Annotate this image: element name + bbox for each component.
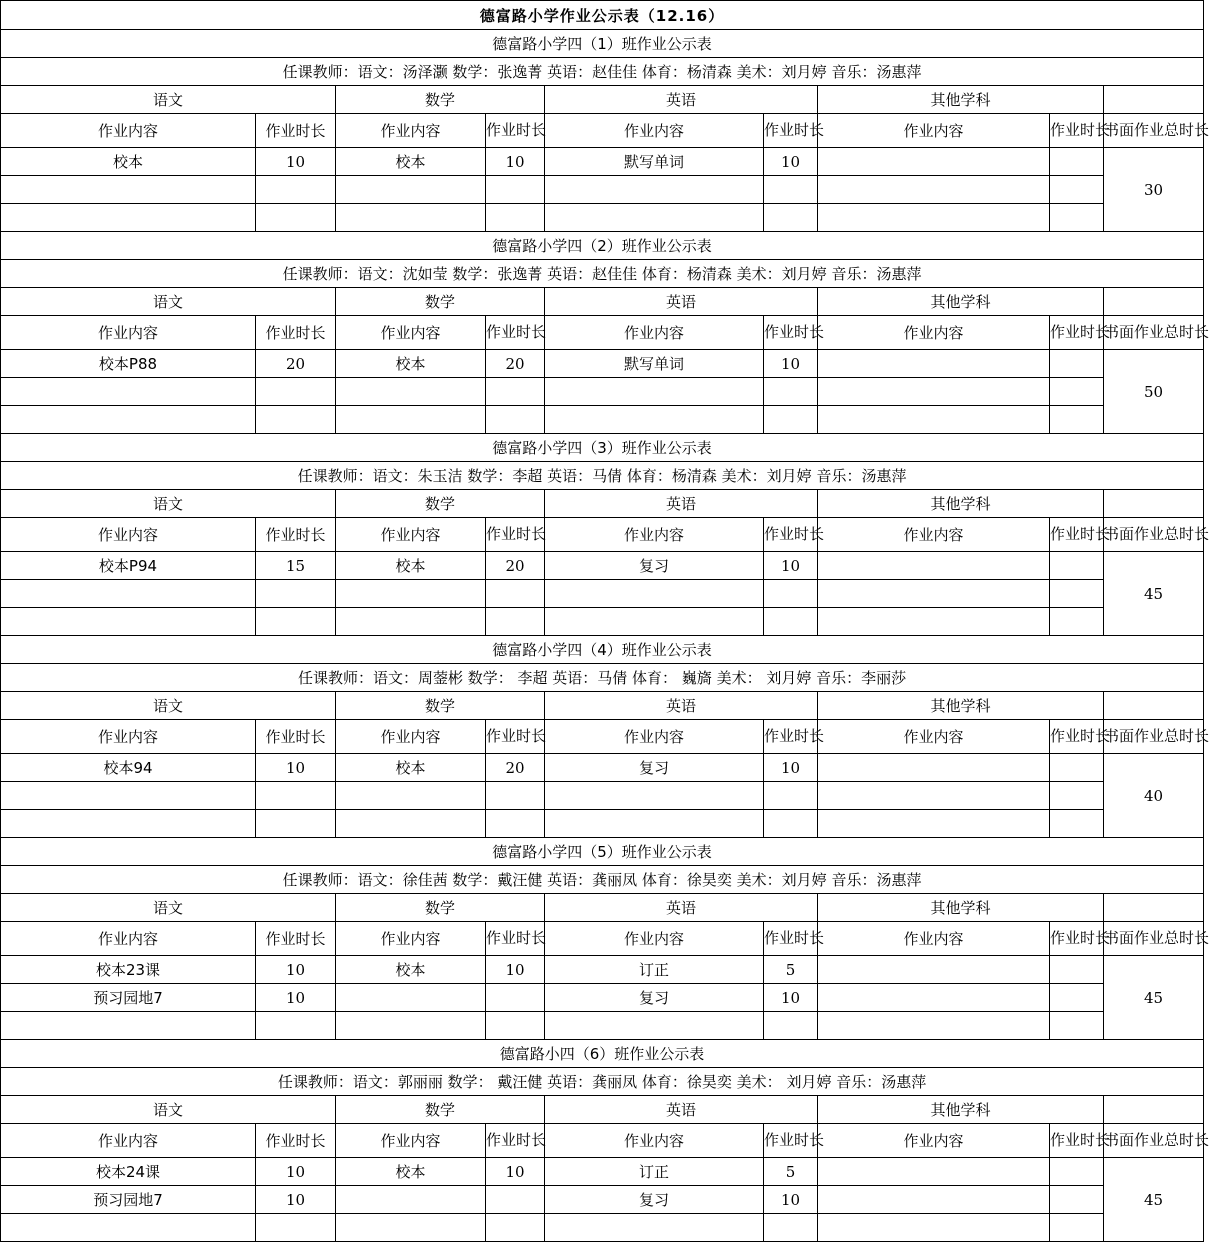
yingyu-content-cell [545, 406, 764, 434]
subject-other: 其他学科 [818, 490, 1104, 518]
shuxue-content-cell: 校本 [336, 754, 486, 782]
yingyu-duration-cell [764, 1214, 818, 1242]
class-title: 德富路小学四（2）班作业公示表 [1, 232, 1204, 260]
table-row [1, 754, 1204, 782]
yuwen-duration-cell: 10 [256, 148, 336, 176]
other-content-cell [818, 754, 1050, 782]
other-duration-cell [1050, 148, 1104, 176]
yuwen-duration-cell: 10 [256, 984, 336, 1012]
yingyu-content-header: 作业内容 [545, 720, 764, 754]
yingyu-content-header: 作业内容 [545, 114, 764, 148]
yingyu-content-cell: 复习 [545, 552, 764, 580]
total-duration-cell: 30 [1104, 148, 1204, 232]
class-title-row [1, 232, 1204, 260]
yingyu-duration-cell: 5 [764, 956, 818, 984]
shuxue-content-cell: 校本 [336, 148, 486, 176]
yingyu-content-cell: 复习 [545, 754, 764, 782]
shuxue-content-header: 作业内容 [336, 114, 486, 148]
yingyu-content-cell [545, 608, 764, 636]
other-duration-header: 作业时长 [1050, 114, 1104, 148]
yingyu-duration-cell: 10 [764, 1186, 818, 1214]
yingyu-content-cell [545, 176, 764, 204]
shuxue-content-cell [336, 1214, 486, 1242]
teacher-list: 任课教师：语文：郭丽丽 数学： 戴汪健 英语：龚丽凤 体育：徐昊奕 美术： 刘月婷 音乐：汤惠萍 [1, 1068, 1204, 1096]
shuxue-duration-header: 作业时长 [486, 1124, 545, 1158]
table-row [1, 406, 1204, 434]
shuxue-content-cell [336, 1186, 486, 1214]
total-duration-header: 书面作业总时长 [1104, 1124, 1204, 1158]
yuwen-duration-cell [256, 1214, 336, 1242]
teacher-list: 任课教师：语文：徐佳茜 数学：戴汪健 英语：龚丽凤 体育：徐昊奕 美术：刘月婷 音乐：汤惠萍 [1, 866, 1204, 894]
shuxue-duration-header: 作业时长 [486, 114, 545, 148]
teacher-row [1, 462, 1204, 490]
total-duration-header: 书面作业总时长 [1104, 922, 1204, 956]
other-duration-cell [1050, 580, 1104, 608]
yingyu-duration-cell [764, 406, 818, 434]
yuwen-content-cell [1, 810, 256, 838]
yingyu-content-cell: 默写单词 [545, 148, 764, 176]
yingyu-duration-header: 作业时长 [764, 518, 818, 552]
table-row [1, 810, 1204, 838]
yingyu-duration-cell [764, 1012, 818, 1040]
shuxue-content-cell [336, 204, 486, 232]
other-content-header: 作业内容 [818, 1124, 1050, 1158]
other-content-cell [818, 956, 1050, 984]
teacher-row [1, 866, 1204, 894]
table-row [1, 350, 1204, 378]
table-row [1, 148, 1204, 176]
subject-header-row [1, 1096, 1204, 1124]
yingyu-content-cell [545, 810, 764, 838]
shuxue-content-header: 作业内容 [336, 518, 486, 552]
subject-header-row [1, 288, 1204, 316]
yuwen-duration-cell: 10 [256, 1158, 336, 1186]
shuxue-content-cell: 校本 [336, 1158, 486, 1186]
yuwen-content-header: 作业内容 [1, 1124, 256, 1158]
other-content-cell [818, 608, 1050, 636]
subject-shuxue: 数学 [336, 1096, 545, 1124]
shuxue-duration-header: 作业时长 [486, 720, 545, 754]
class-title: 德富路小四（6）班作业公示表 [1, 1040, 1204, 1068]
yuwen-duration-header: 作业时长 [256, 922, 336, 956]
subject-yingyu: 英语 [545, 490, 818, 518]
subject-blank [1104, 1096, 1204, 1124]
subject-shuxue: 数学 [336, 288, 545, 316]
other-duration-cell [1050, 1214, 1104, 1242]
yingyu-duration-cell [764, 580, 818, 608]
class-title-row [1, 30, 1204, 58]
table-row [1, 1214, 1204, 1242]
shuxue-content-cell [336, 406, 486, 434]
subject-yingyu: 英语 [545, 894, 818, 922]
other-content-cell [818, 176, 1050, 204]
class-title-row [1, 838, 1204, 866]
yingyu-duration-cell: 5 [764, 1158, 818, 1186]
other-content-cell [818, 552, 1050, 580]
subject-shuxue: 数学 [336, 894, 545, 922]
class-title-row [1, 1040, 1204, 1068]
shuxue-duration-cell [486, 984, 545, 1012]
teacher-list: 任课教师：语文：朱玉洁 数学：李超 英语：马倩 体育：杨清森 美术：刘月婷 音乐：汤惠萍 [1, 462, 1204, 490]
yuwen-duration-cell [256, 204, 336, 232]
other-duration-cell [1050, 754, 1104, 782]
shuxue-content-cell [336, 782, 486, 810]
yuwen-duration-cell [256, 782, 336, 810]
other-duration-header: 作业时长 [1050, 720, 1104, 754]
shuxue-duration-header: 作业时长 [486, 316, 545, 350]
other-content-header: 作业内容 [818, 720, 1050, 754]
class-title: 德富路小学四（4）班作业公示表 [1, 636, 1204, 664]
total-duration-header: 书面作业总时长 [1104, 114, 1204, 148]
shuxue-duration-cell [486, 1214, 545, 1242]
yuwen-duration-header: 作业时长 [256, 720, 336, 754]
yingyu-duration-cell: 10 [764, 552, 818, 580]
other-duration-cell [1050, 204, 1104, 232]
yuwen-content-cell: 校本P88 [1, 350, 256, 378]
other-content-header: 作业内容 [818, 922, 1050, 956]
yingyu-content-cell [545, 1012, 764, 1040]
teacher-list: 任课教师：语文：周蓥彬 数学： 李超 英语：马倩 体育： 巍旖 美术： 刘月婷 音乐：李丽莎 [1, 664, 1204, 692]
class-title-row [1, 636, 1204, 664]
table-row [1, 1012, 1204, 1040]
other-duration-cell [1050, 956, 1104, 984]
other-duration-cell [1050, 176, 1104, 204]
yuwen-duration-header: 作业时长 [256, 316, 336, 350]
subject-shuxue: 数学 [336, 490, 545, 518]
column-header-row [1, 114, 1204, 148]
yingyu-duration-header: 作业时长 [764, 1124, 818, 1158]
shuxue-content-cell [336, 810, 486, 838]
table-row [1, 176, 1204, 204]
yingyu-duration-cell [764, 204, 818, 232]
subject-other: 其他学科 [818, 894, 1104, 922]
table-row [1, 552, 1204, 580]
shuxue-content-cell [336, 580, 486, 608]
subject-shuxue: 数学 [336, 692, 545, 720]
yuwen-content-header: 作业内容 [1, 720, 256, 754]
total-duration-cell: 50 [1104, 350, 1204, 434]
other-content-cell [818, 984, 1050, 1012]
yingyu-duration-header: 作业时长 [764, 922, 818, 956]
total-duration-header: 书面作业总时长 [1104, 518, 1204, 552]
other-duration-cell [1050, 1158, 1104, 1186]
class-title: 德富路小学四（1）班作业公示表 [1, 30, 1204, 58]
subject-yingyu: 英语 [545, 86, 818, 114]
table-row [1, 608, 1204, 636]
yuwen-content-header: 作业内容 [1, 114, 256, 148]
yuwen-duration-cell [256, 608, 336, 636]
subject-header-row [1, 490, 1204, 518]
other-duration-cell [1050, 984, 1104, 1012]
other-content-cell [818, 782, 1050, 810]
subject-header-row [1, 894, 1204, 922]
yingyu-content-header: 作业内容 [545, 922, 764, 956]
yingyu-content-cell [545, 580, 764, 608]
shuxue-duration-cell [486, 580, 545, 608]
shuxue-duration-cell [486, 1186, 545, 1214]
yingyu-content-header: 作业内容 [545, 518, 764, 552]
yuwen-content-header: 作业内容 [1, 518, 256, 552]
yingyu-duration-cell [764, 176, 818, 204]
yingyu-duration-cell: 10 [764, 148, 818, 176]
shuxue-content-cell [336, 176, 486, 204]
subject-yingyu: 英语 [545, 692, 818, 720]
column-header-row [1, 316, 1204, 350]
subject-yuwen: 语文 [1, 894, 336, 922]
shuxue-content-header: 作业内容 [336, 1124, 486, 1158]
teacher-list: 任课教师：语文：沈如莹 数学：张逸菁 英语：赵佳佳 体育：杨清森 美术：刘月婷 音乐：汤惠萍 [1, 260, 1204, 288]
yuwen-content-cell [1, 1012, 256, 1040]
total-duration-cell: 45 [1104, 1158, 1204, 1242]
shuxue-content-cell [336, 1012, 486, 1040]
shuxue-duration-cell [486, 608, 545, 636]
class-title-row [1, 434, 1204, 462]
table-row [1, 1158, 1204, 1186]
yingyu-duration-cell [764, 608, 818, 636]
column-header-row [1, 518, 1204, 552]
shuxue-duration-cell [486, 810, 545, 838]
yuwen-duration-cell [256, 176, 336, 204]
other-duration-cell [1050, 350, 1104, 378]
yuwen-duration-cell: 10 [256, 1186, 336, 1214]
teacher-row [1, 260, 1204, 288]
other-content-cell [818, 1012, 1050, 1040]
yuwen-content-cell: 预习园地7 [1, 1186, 256, 1214]
yuwen-duration-cell: 20 [256, 350, 336, 378]
other-duration-cell [1050, 1186, 1104, 1214]
shuxue-content-header: 作业内容 [336, 922, 486, 956]
yuwen-content-cell [1, 580, 256, 608]
yuwen-duration-cell [256, 1012, 336, 1040]
yuwen-duration-cell: 10 [256, 754, 336, 782]
other-duration-header: 作业时长 [1050, 922, 1104, 956]
other-duration-cell [1050, 378, 1104, 406]
yuwen-content-header: 作业内容 [1, 316, 256, 350]
yuwen-duration-header: 作业时长 [256, 1124, 336, 1158]
shuxue-content-cell [336, 608, 486, 636]
subject-header-row [1, 692, 1204, 720]
shuxue-duration-cell: 10 [486, 1158, 545, 1186]
yuwen-content-cell: 校本23课 [1, 956, 256, 984]
other-content-cell [818, 148, 1050, 176]
yingyu-duration-header: 作业时长 [764, 720, 818, 754]
yingyu-content-cell [545, 1214, 764, 1242]
shuxue-duration-cell: 20 [486, 350, 545, 378]
shuxue-duration-cell [486, 378, 545, 406]
shuxue-duration-cell: 20 [486, 552, 545, 580]
yuwen-content-cell [1, 406, 256, 434]
shuxue-duration-cell [486, 1012, 545, 1040]
total-duration-cell: 45 [1104, 552, 1204, 636]
column-header-row [1, 1124, 1204, 1158]
shuxue-content-cell [336, 378, 486, 406]
subject-shuxue: 数学 [336, 86, 545, 114]
yuwen-content-cell [1, 176, 256, 204]
total-duration-cell: 40 [1104, 754, 1204, 838]
shuxue-content-header: 作业内容 [336, 720, 486, 754]
shuxue-duration-cell: 10 [486, 148, 545, 176]
yuwen-duration-header: 作业时长 [256, 114, 336, 148]
other-duration-cell [1050, 782, 1104, 810]
shuxue-content-cell: 校本 [336, 956, 486, 984]
yingyu-content-cell [545, 378, 764, 406]
shuxue-duration-cell: 20 [486, 754, 545, 782]
yuwen-duration-cell [256, 580, 336, 608]
other-content-cell [818, 378, 1050, 406]
yuwen-content-cell: 预习园地7 [1, 984, 256, 1012]
shuxue-duration-cell [486, 204, 545, 232]
shuxue-content-header: 作业内容 [336, 316, 486, 350]
shuxue-content-cell: 校本 [336, 350, 486, 378]
yingyu-content-cell: 默写单词 [545, 350, 764, 378]
other-duration-cell [1050, 810, 1104, 838]
subject-header-row [1, 86, 1204, 114]
other-content-cell [818, 350, 1050, 378]
subject-yuwen: 语文 [1, 1096, 336, 1124]
subject-blank [1104, 86, 1204, 114]
yuwen-content-cell: 校本94 [1, 754, 256, 782]
other-duration-cell [1050, 406, 1104, 434]
shuxue-duration-cell [486, 406, 545, 434]
subject-yingyu: 英语 [545, 1096, 818, 1124]
yingyu-duration-cell: 10 [764, 754, 818, 782]
yuwen-content-cell [1, 378, 256, 406]
yingyu-duration-header: 作业时长 [764, 114, 818, 148]
shuxue-duration-cell: 10 [486, 956, 545, 984]
table-row [1, 956, 1204, 984]
table-row [1, 1186, 1204, 1214]
yuwen-content-cell [1, 204, 256, 232]
subject-blank [1104, 490, 1204, 518]
table-row [1, 782, 1204, 810]
yingyu-duration-cell: 10 [764, 984, 818, 1012]
teacher-row [1, 58, 1204, 86]
yingyu-content-cell: 订正 [545, 1158, 764, 1186]
yuwen-duration-header: 作业时长 [256, 518, 336, 552]
subject-other: 其他学科 [818, 1096, 1104, 1124]
yingyu-duration-cell [764, 782, 818, 810]
yingyu-content-cell: 复习 [545, 1186, 764, 1214]
subject-yuwen: 语文 [1, 86, 336, 114]
subject-yingyu: 英语 [545, 288, 818, 316]
total-duration-header: 书面作业总时长 [1104, 316, 1204, 350]
teacher-row [1, 664, 1204, 692]
table-row [1, 378, 1204, 406]
class-title: 德富路小学四（5）班作业公示表 [1, 838, 1204, 866]
yingyu-content-header: 作业内容 [545, 316, 764, 350]
yuwen-content-cell: 校本24课 [1, 1158, 256, 1186]
yuwen-content-cell: 校本P94 [1, 552, 256, 580]
shuxue-content-cell [336, 984, 486, 1012]
total-duration-header: 书面作业总时长 [1104, 720, 1204, 754]
table-row [1, 580, 1204, 608]
yuwen-duration-cell [256, 378, 336, 406]
yingyu-content-cell [545, 782, 764, 810]
subject-blank [1104, 288, 1204, 316]
other-content-cell [818, 1186, 1050, 1214]
table-row [1, 984, 1204, 1012]
yuwen-duration-cell: 10 [256, 956, 336, 984]
teacher-list: 任课教师：语文：汤泽灏 数学：张逸菁 英语：赵佳佳 体育：杨清森 美术：刘月婷 音乐：汤惠萍 [1, 58, 1204, 86]
yuwen-duration-cell [256, 810, 336, 838]
subject-blank [1104, 894, 1204, 922]
other-content-cell [818, 406, 1050, 434]
other-duration-cell [1050, 1012, 1104, 1040]
other-duration-cell [1050, 552, 1104, 580]
sheet-title: 德富路小学作业公示表（12.16） [1, 1, 1204, 30]
yuwen-duration-cell [256, 406, 336, 434]
other-content-cell [818, 204, 1050, 232]
other-content-cell [818, 1214, 1050, 1242]
yingyu-content-cell: 复习 [545, 984, 764, 1012]
other-content-cell [818, 810, 1050, 838]
yuwen-content-cell: 校本 [1, 148, 256, 176]
subject-other: 其他学科 [818, 86, 1104, 114]
total-duration-cell: 45 [1104, 956, 1204, 1040]
yuwen-content-header: 作业内容 [1, 922, 256, 956]
subject-other: 其他学科 [818, 692, 1104, 720]
other-duration-header: 作业时长 [1050, 316, 1104, 350]
yuwen-content-cell [1, 608, 256, 636]
column-header-row [1, 922, 1204, 956]
yuwen-content-cell [1, 782, 256, 810]
yuwen-duration-cell: 15 [256, 552, 336, 580]
other-content-header: 作业内容 [818, 518, 1050, 552]
column-header-row [1, 720, 1204, 754]
yingyu-duration-cell [764, 810, 818, 838]
subject-yuwen: 语文 [1, 288, 336, 316]
yingyu-duration-cell [764, 378, 818, 406]
yingyu-duration-cell: 10 [764, 350, 818, 378]
shuxue-duration-header: 作业时长 [486, 518, 545, 552]
yingyu-duration-header: 作业时长 [764, 316, 818, 350]
yingyu-content-cell [545, 204, 764, 232]
shuxue-duration-header: 作业时长 [486, 922, 545, 956]
shuxue-duration-cell [486, 782, 545, 810]
subject-yuwen: 语文 [1, 490, 336, 518]
subject-other: 其他学科 [818, 288, 1104, 316]
other-duration-header: 作业时长 [1050, 1124, 1104, 1158]
class-title: 德富路小学四（3）班作业公示表 [1, 434, 1204, 462]
table-row [1, 204, 1204, 232]
subject-yuwen: 语文 [1, 692, 336, 720]
yingyu-content-cell: 订正 [545, 956, 764, 984]
other-duration-header: 作业时长 [1050, 518, 1104, 552]
other-content-header: 作业内容 [818, 316, 1050, 350]
shuxue-content-cell: 校本 [336, 552, 486, 580]
other-duration-cell [1050, 608, 1104, 636]
yingyu-content-header: 作业内容 [545, 1124, 764, 1158]
yuwen-content-cell [1, 1214, 256, 1242]
shuxue-duration-cell [486, 176, 545, 204]
subject-blank [1104, 692, 1204, 720]
other-content-cell [818, 580, 1050, 608]
other-content-cell [818, 1158, 1050, 1186]
teacher-row [1, 1068, 1204, 1096]
other-content-header: 作业内容 [818, 114, 1050, 148]
